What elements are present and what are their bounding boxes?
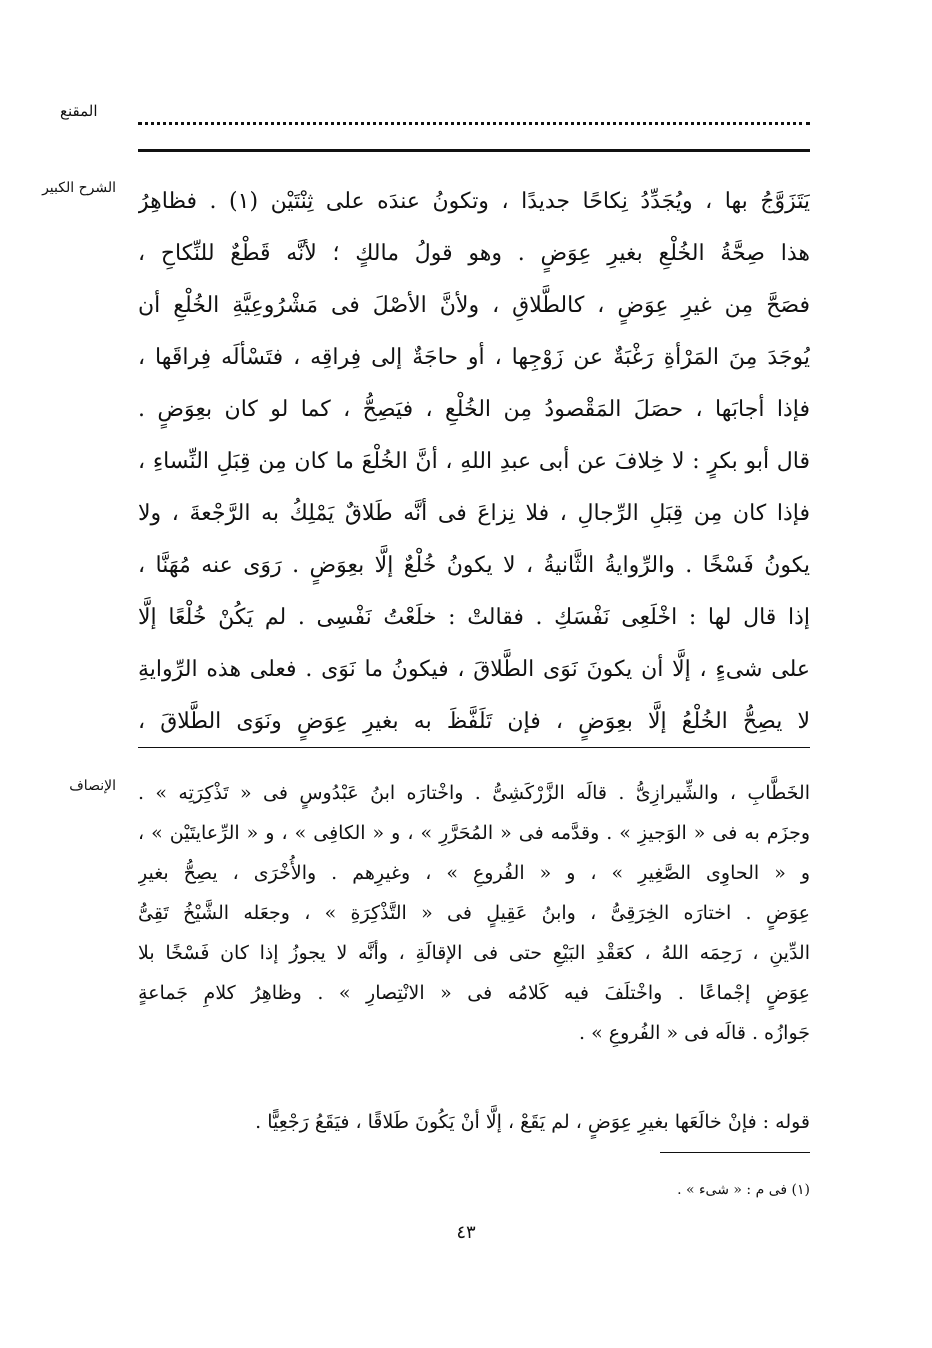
sharh-line: هذا صِحَّةُ الخُلْعِ بغيرِ عِوَضٍ . وهو قولُ مالكٍ ؛ لأنَّه قَطْعٌ للنِّكاحِ ، bbox=[138, 241, 810, 266]
insaf-line: و « الحاوِى الصَّغِيرِ » ، و « الفُروعِ » ، وغيرِهم . والأُخْرَى ، يصِحُّ بغيرِ bbox=[138, 862, 810, 884]
sharh-line: إذا قال لها : اخْلَعِى نَفْسَكِ . فقالتْ : خلَعْتُ نَفْسِى . لم يَكُنْ خُلْعًا إلَّا bbox=[138, 605, 810, 630]
sharh-line: على شىءٍ ، إلَّا أن يكونَ نَوَى الطَّلاقَ ، فيكونُ ما نَوَى . فعلى هذه الرِّوايةِ bbox=[138, 657, 810, 682]
book-title: المقنع bbox=[60, 102, 98, 120]
insaf-line: الخَطَّابِ ، والشِّيرازِىُّ . قالَه الزَّرْكَشِىُّ . واخْتارَه ابنُ عَبْدُوسٍ فى « تَذْكِرَتِه » . bbox=[138, 782, 810, 804]
sharh-line: يَتَزَوَّجُ بها ، ويُجَدِّدُ نِكاحًا جديدًا ، وتكونُ عندَه على ثِنْتَيْن (١) . فظاهِرُ bbox=[138, 189, 810, 214]
sharh-line: فصَحَّ مِن غيرِ عِوَضٍ ، كالطَّلاقِ ، ولأنَّ الأصْلَ فى مَشْرُوعِيَّةِ الخُلْعِ أن bbox=[138, 293, 810, 318]
sharh-label: الشرح الكبير bbox=[42, 180, 116, 196]
footnote: (١) فى م : « شىء » . bbox=[677, 1182, 810, 1198]
sharh-text bbox=[138, 176, 810, 748]
footnote-rule bbox=[660, 1152, 810, 1153]
header-dotted-rule bbox=[138, 108, 810, 125]
page-number: ٤٣ bbox=[456, 1222, 476, 1243]
insaf-line: الدِّينِ ، رَحِمَه اللهُ ، كعَقْدِ البَيْعِ حتى فى الإقالَةِ ، وأنَّه لا يجوزُ إذا كان فَسْخًا بلا bbox=[138, 942, 810, 964]
qawl-line: قوله : فإنْ خالَعَها بغيرِ عِوَضٍ ، لم يَقَعْ ، إلَّا أنْ يَكُونَ طَلاقًا ، فيَقَعُ رَجْعِيًّا . bbox=[255, 1111, 810, 1133]
insaf-line: وجزَم به فى « الوَجيزِ » . وقدَّمه فى « المُحَرَّرِ » ، و « الكافِى » ، و « الرِّعايتَيْن » ، bbox=[138, 822, 810, 844]
qawl-paragraph bbox=[138, 1102, 810, 1142]
sharh-line: يكونُ فَسْخًا . والرِّوايةُ الثَّانيةُ ، لا يكونُ خُلْعٌ إلَّا بعِوَضٍ . رَوَى عنه مُهَنَّا ، bbox=[138, 553, 810, 578]
sharh-line: لا يصِحُّ الخُلْعُ إلَّا بعِوَضٍ ، فإن تَلَفَّظَ به بغيرِ عِوَضٍ ونَوَى الطَّلاقَ ، bbox=[138, 709, 810, 734]
header-rule bbox=[138, 149, 810, 152]
sharh-line: فإذا كان مِن قِبَلِ الرِّجالِ ، فلا نِزاعَ فى أنَّه طَلاقٌ يَمْلِكُ به الرَّجْعةَ ، ولا bbox=[138, 501, 810, 526]
insaf-line: عِوَضٍ إجْماعًا . واخْتلَفَ فيه كَلامُه فى « الانْتِصارِ » . وظاهِرُ كلامِ جَماعةٍ bbox=[138, 982, 810, 1004]
sharh-line: يُوجَدَ مِنَ المَرْأةِ رَغْبَةٌ عن زَوْجِها ، أو حاجَةٌ إلى فِراقِه ، فتَسْألَه فِراقَها ، bbox=[138, 345, 810, 370]
insaf-line: عِوَضٍ . اختارَه الخِرَقِىُّ ، وابنُ عَقِيلٍ فى « التَّذْكِرَةِ » ، وجعَله الشَّيْخُ تَقِىُّ bbox=[138, 902, 810, 924]
sharh-line: فإذا أجابَها ، حصَلَ المَقْصودُ مِن الخُلْعِ ، فيَصِحُّ ، كما لو كان بعِوَضٍ . bbox=[138, 397, 810, 422]
section-divider bbox=[138, 747, 810, 748]
insaf-line: جَوازُه . قالَه فى « الفُروعِ » . bbox=[578, 1022, 810, 1044]
sharh-line: قال أبو بكرٍ : لا خِلافَ عن أبى عبدِ اللهِ ، أنَّ الخُلْعَ ما كان مِن قِبَلِ النِّساءِ ، bbox=[138, 449, 810, 474]
insaf-text bbox=[138, 773, 810, 1053]
insaf-label: الإنصاف bbox=[69, 778, 116, 794]
